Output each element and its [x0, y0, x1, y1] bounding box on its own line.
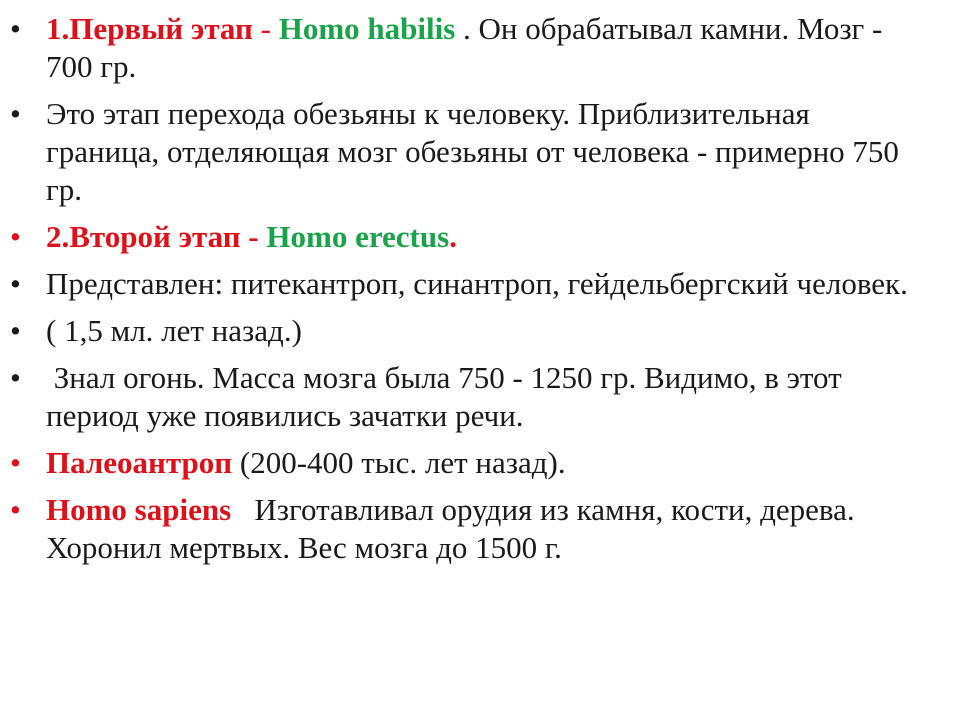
bullet-icon: •	[10, 11, 21, 46]
item-text: Это этап перехода обезьяны к человеку. Приблизительная граница, отделяющая мозг обезьяны от человека - примерно 750 гр.	[46, 96, 899, 207]
item-text: (	[232, 445, 251, 480]
bullet-icon: •	[10, 445, 21, 480]
item-text: 200-400 тыс. лет назад).	[250, 445, 566, 480]
bullet-icon: •	[10, 96, 21, 131]
item-text: Изготавливал орудия из камня, кости, дерева. Хоронил мертвых. Вес мозга до 1500 г.	[46, 492, 863, 565]
stage-heading: 2.Второй этап -	[46, 219, 267, 254]
list-item	[0, 10, 960, 86]
species-name: Homo erectus	[266, 219, 450, 254]
species-name: Homo habilis	[278, 11, 456, 46]
bullet-icon: •	[10, 219, 21, 254]
list-item	[0, 265, 960, 303]
list-item	[0, 444, 960, 482]
list-item	[0, 218, 960, 256]
list-item	[0, 312, 960, 350]
item-text: Знал огонь. Масса мозга была 750 - 1250 гр. Видимо, в этот период уже появились зачатки речи.	[46, 360, 850, 433]
bullet-icon: •	[10, 266, 21, 301]
period: .	[449, 219, 457, 254]
item-text: . Он обрабатывал камни. Мозг - 700 гр.	[46, 11, 883, 84]
bullet-icon: •	[10, 360, 21, 395]
stage-heading: Палеоантроп	[46, 445, 233, 480]
stage-heading: 1.Первый этап	[46, 11, 253, 46]
list-item	[0, 95, 960, 209]
bullet-icon: •	[10, 313, 21, 348]
dash: -	[252, 11, 279, 46]
item-text: ( 1,5 мл. лет назад.)	[46, 313, 302, 348]
bullet-icon: •	[10, 492, 21, 527]
item-text: Представлен: питекантроп, синантроп, гейдельбергский человек.	[46, 266, 908, 301]
species-name: Homo sapiens	[46, 492, 232, 527]
list-item	[0, 359, 960, 435]
list-item	[0, 491, 960, 567]
bullet-list	[0, 10, 960, 576]
